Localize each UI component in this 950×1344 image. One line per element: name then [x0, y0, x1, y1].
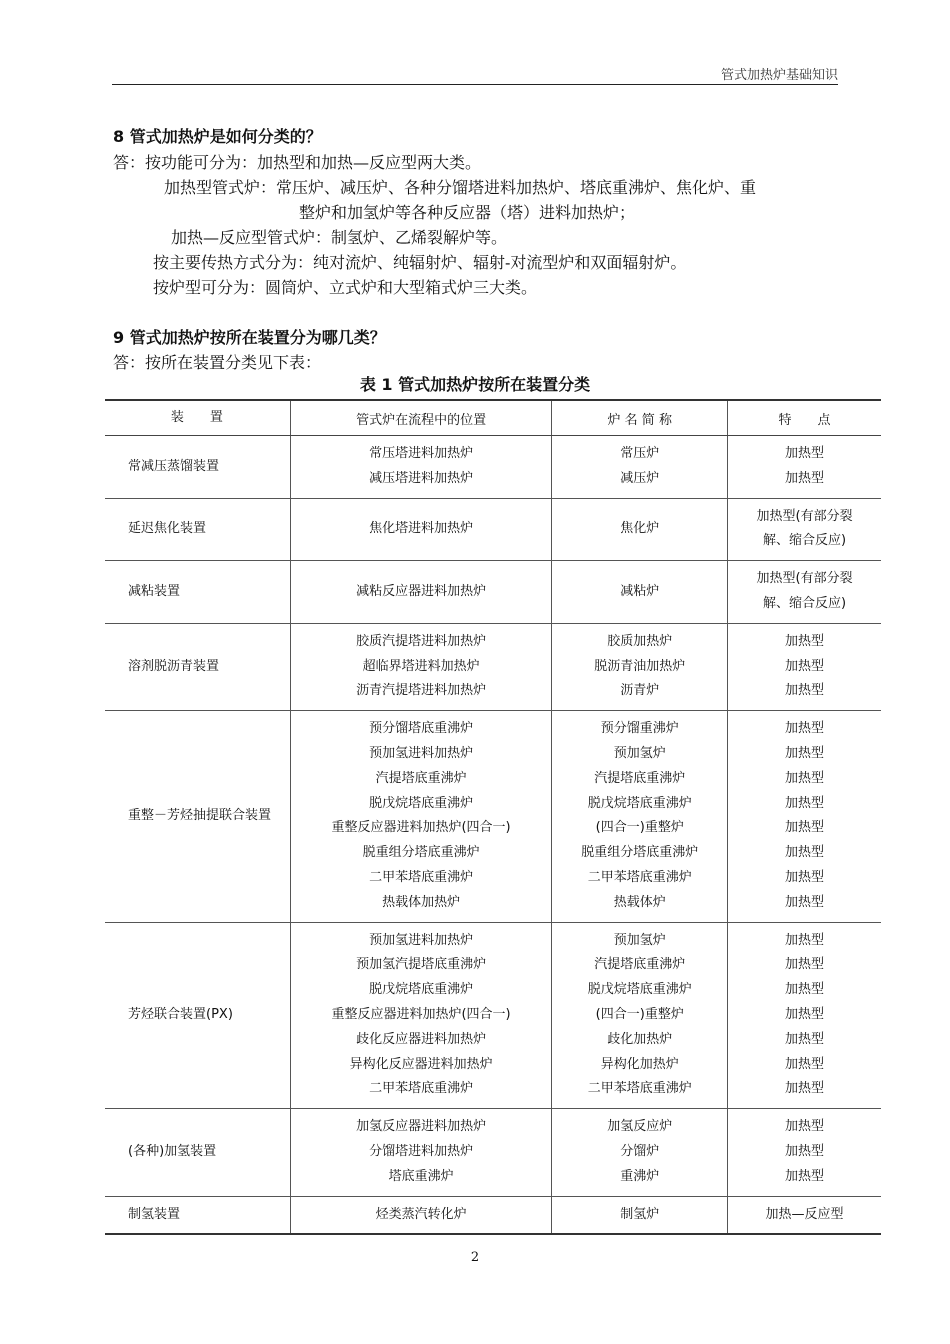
cell-furnace-name-column	[552, 1196, 728, 1234]
table-caption: 表 1 管式加热炉按所在装置分类	[359, 375, 591, 394]
cell-position-column	[290, 436, 552, 499]
cell-position: 塔底重沸炉	[388, 1168, 454, 1184]
cell-feature: 加热型	[785, 1168, 825, 1184]
q8-answer-line: 按炉型可分为：圆筒炉、立式炉和大型箱式炉三大类。	[153, 278, 538, 297]
cell-feature: 加热型	[785, 770, 825, 786]
q8-answer-line: 答：按功能可分为：加热型和加热—反应型两大类。	[113, 153, 482, 172]
column-header-feature: 特 点	[728, 400, 881, 436]
cell-position: 异构化反应器进料加热炉	[349, 1056, 493, 1072]
cell-furnace-name-column	[552, 436, 728, 499]
table-row	[105, 1109, 881, 1196]
q8-answer-line: 加热型管式炉：常压炉、减压炉、各种分馏塔进料加热炉、塔底重沸炉、焦化炉、重	[164, 178, 757, 197]
cell-furnace-name-column	[552, 498, 728, 561]
cell-furnace-name: (四合一)重整炉	[595, 820, 684, 836]
page-number: 2	[470, 1250, 480, 1265]
cell-feature-column	[728, 1196, 881, 1234]
table-row	[105, 922, 881, 1109]
cell-feature: 解、缩合反应)	[763, 533, 847, 549]
cell-feature: 加热型	[785, 446, 825, 461]
cell-position: 预加氢汽提塔底重沸炉	[356, 957, 487, 973]
cell-furnace-name: 沥青炉	[620, 683, 660, 699]
cell-furnace-name-column	[552, 561, 728, 624]
cell-furnace-name: 预加氢炉	[613, 745, 666, 761]
cell-furnace-name: 二甲苯塔底重沸炉	[587, 1081, 692, 1097]
table-row	[105, 1196, 881, 1234]
q9-answer-line: 答：按所在装置分类见下表：	[113, 353, 322, 372]
table-row	[105, 498, 881, 561]
cell-position: 脱戊烷塔底重沸炉	[369, 795, 474, 811]
cell-position-column	[290, 711, 552, 922]
table-row	[105, 711, 881, 922]
cell-feature: 加热型	[785, 658, 825, 674]
cell-unit: 制氢装置	[105, 1196, 290, 1234]
cell-position-column	[290, 1196, 552, 1234]
cell-feature: 加热型	[785, 745, 825, 761]
cell-furnace-name: 制氢炉	[620, 1206, 660, 1222]
cell-position: 沥青汽提塔进料加热炉	[356, 683, 487, 699]
cell-unit: 重整－芳烃抽提联合装置	[105, 711, 290, 922]
cell-position-column	[290, 922, 552, 1109]
column-header-unit: 装 置	[105, 400, 290, 436]
cell-feature: 加热型	[785, 683, 825, 699]
cell-feature: 加热型	[785, 845, 825, 861]
cell-unit: 减粘装置	[105, 561, 290, 624]
cell-position: 汽提塔底重沸炉	[375, 770, 467, 786]
cell-position: 减压塔进料加热炉	[369, 470, 474, 486]
cell-furnace-name-column	[552, 922, 728, 1109]
cell-position: 重整反应器进料加热炉(四合一)	[331, 820, 511, 836]
cell-furnace-name: 分馏炉	[620, 1143, 660, 1159]
cell-feature-column	[728, 498, 881, 561]
cell-feature: 加热型	[785, 820, 825, 836]
cell-furnace-name: 加氢反应炉	[607, 1119, 673, 1135]
cell-feature: 加热型	[785, 982, 825, 998]
cell-feature: 解、缩合反应)	[763, 595, 847, 611]
cell-feature-column	[728, 623, 881, 710]
cell-feature: 加热型	[785, 633, 825, 649]
cell-feature-column	[728, 561, 881, 624]
cell-feature: 加热型(有部分裂	[756, 508, 853, 524]
cell-furnace-name: 重沸炉	[620, 1168, 660, 1184]
table-row	[105, 623, 881, 710]
cell-position: 重整反应器进料加热炉(四合一)	[331, 1006, 511, 1022]
cell-furnace-name: 预分馏重沸炉	[600, 721, 679, 737]
column-header-name: 炉 名 简 称	[552, 400, 728, 436]
cell-position: 减粘反应器进料加热炉	[356, 583, 487, 599]
cell-unit: 常减压蒸馏装置	[105, 436, 290, 499]
q8-answer-line: 整炉和加氢炉等各种反应器（塔）进料加热炉；	[299, 203, 636, 222]
cell-feature: 加热型	[785, 1119, 825, 1135]
cell-feature: 加热型	[785, 1031, 825, 1047]
cell-feature: 加热型	[785, 1056, 825, 1072]
cell-position: 超临界塔进料加热炉	[362, 658, 480, 674]
cell-furnace-name: 二甲苯塔底重沸炉	[587, 869, 692, 885]
cell-feature: 加热型	[785, 894, 825, 910]
cell-feature-column	[728, 922, 881, 1109]
cell-feature: 加热—反应型	[765, 1206, 844, 1222]
q8-answer-line: 按主要传热方式分为：纯对流炉、纯辐射炉、辐射-对流型炉和双面辐射炉。	[153, 253, 687, 272]
table-header-row	[105, 400, 881, 436]
cell-position-column	[290, 498, 552, 561]
cell-position: 加氢反应器进料加热炉	[356, 1119, 487, 1135]
cell-feature: 加热型	[785, 795, 825, 811]
cell-position: 二甲苯塔底重沸炉	[369, 869, 474, 885]
cell-position: 烃类蒸汽转化炉	[375, 1206, 467, 1222]
cell-position: 热载体加热炉	[382, 894, 461, 910]
cell-position: 分馏塔进料加热炉	[369, 1143, 474, 1159]
question-8-title: 8 管式加热炉是如何分类的？	[113, 127, 322, 146]
cell-position: 预分馏塔底重沸炉	[369, 721, 474, 737]
cell-feature: 加热型	[785, 721, 825, 737]
cell-furnace-name: 脱重组分塔底重沸炉	[581, 845, 699, 861]
cell-furnace-name: 减粘炉	[620, 583, 660, 599]
cell-furnace-name: 异构化加热炉	[600, 1056, 679, 1072]
cell-feature: 加热型	[785, 957, 825, 973]
cell-unit: 芳烃联合装置(PX)	[105, 922, 290, 1109]
furnace-classification-table	[105, 399, 881, 1235]
cell-furnace-name-column	[552, 1109, 728, 1196]
cell-feature: 加热型	[785, 932, 825, 948]
cell-unit: (各种)加氢装置	[105, 1109, 290, 1196]
table-row	[105, 561, 881, 624]
header-title: 管式加热炉基础知识	[720, 68, 838, 83]
cell-furnace-name: 预加氢炉	[613, 932, 666, 948]
cell-unit: 延迟焦化装置	[105, 498, 290, 561]
cell-furnace-name: (四合一)重整炉	[595, 1006, 684, 1022]
cell-furnace-name: 汽提塔底重沸炉	[594, 770, 686, 786]
cell-position: 脱重组分塔底重沸炉	[362, 845, 480, 861]
cell-position-column	[290, 1109, 552, 1196]
cell-feature: 加热型	[785, 1143, 825, 1159]
cell-furnace-name: 歧化加热炉	[607, 1031, 673, 1047]
cell-furnace-name-column	[552, 623, 728, 710]
cell-furnace-name: 脱戊烷塔底重沸炉	[587, 982, 692, 998]
question-9-title: 9 管式加热炉按所在装置分为哪几类？	[113, 328, 386, 347]
table-row	[105, 436, 881, 499]
cell-feature-column	[728, 711, 881, 922]
cell-feature: 加热型	[785, 1006, 825, 1022]
cell-position: 脱戊烷塔底重沸炉	[369, 982, 474, 998]
cell-position-column	[290, 561, 552, 624]
column-header-position: 管式炉在流程中的位置	[290, 400, 552, 436]
cell-furnace-name: 常压炉	[620, 446, 660, 461]
cell-position: 预加氢进料加热炉	[369, 932, 474, 948]
page-header	[112, 64, 838, 85]
cell-feature-column	[728, 436, 881, 499]
cell-position: 常压塔进料加热炉	[369, 446, 474, 461]
cell-furnace-name: 脱戊烷塔底重沸炉	[587, 795, 692, 811]
cell-furnace-name-column	[552, 711, 728, 922]
cell-furnace-name: 焦化炉	[620, 520, 660, 536]
cell-position: 预加氢进料加热炉	[369, 745, 474, 761]
cell-furnace-name: 汽提塔底重沸炉	[594, 957, 686, 973]
cell-feature: 加热型	[785, 470, 825, 486]
cell-furnace-name: 减压炉	[620, 470, 660, 486]
cell-position: 焦化塔进料加热炉	[369, 520, 474, 536]
cell-position-column	[290, 623, 552, 710]
cell-furnace-name: 热载体炉	[613, 894, 666, 910]
cell-furnace-name: 脱沥青油加热炉	[594, 658, 686, 674]
cell-position: 歧化反应器进料加热炉	[356, 1031, 487, 1047]
cell-feature-column	[728, 1109, 881, 1196]
cell-feature: 加热型	[785, 869, 825, 885]
cell-feature: 加热型(有部分裂	[756, 571, 853, 587]
cell-position: 二甲苯塔底重沸炉	[369, 1081, 474, 1097]
cell-unit: 溶剂脱沥青装置	[105, 623, 290, 710]
q8-answer-line: 加热—反应型管式炉：制氢炉、乙烯裂解炉等。	[171, 228, 508, 247]
cell-furnace-name: 胶质加热炉	[607, 633, 673, 649]
cell-feature: 加热型	[785, 1081, 825, 1097]
cell-position: 胶质汽提塔进料加热炉	[356, 633, 487, 649]
